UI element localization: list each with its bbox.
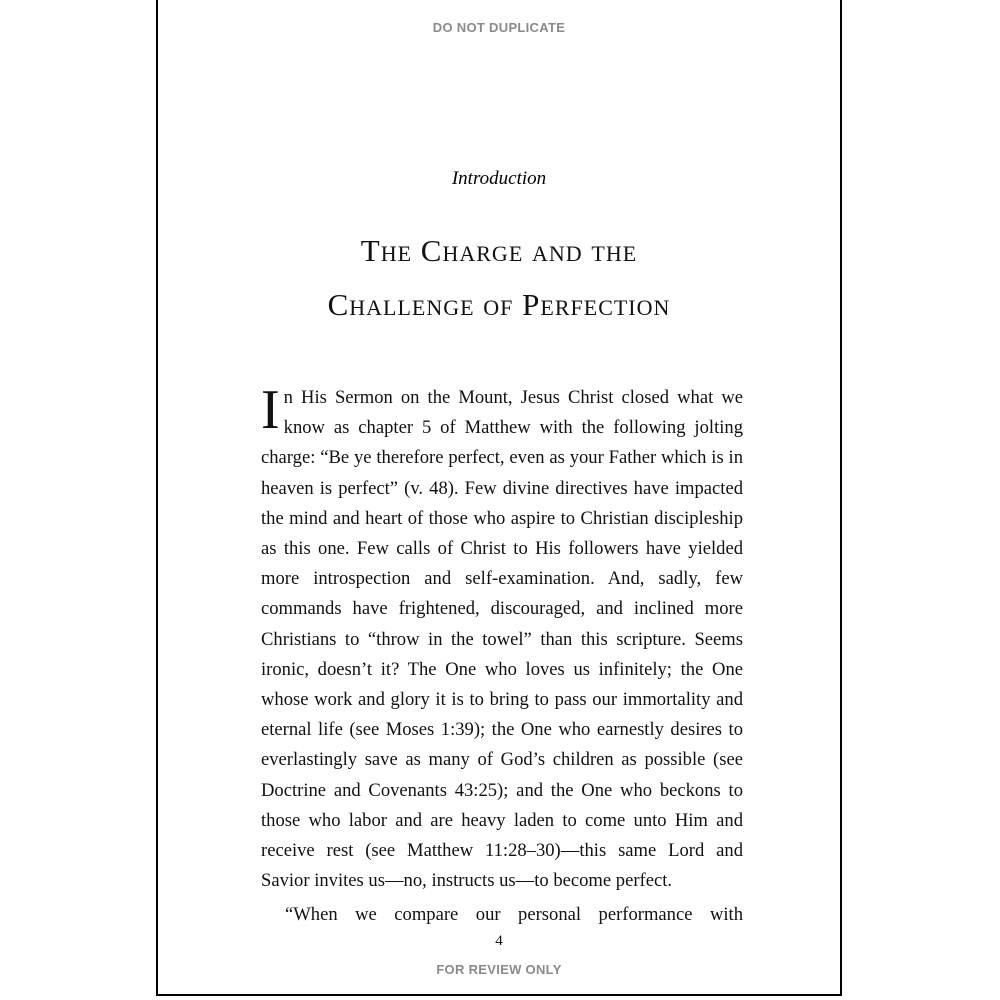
chapter-title-line-1: The Charge and the xyxy=(360,233,638,268)
chapter-title-line-2: Challenge of Perfection xyxy=(327,287,671,322)
watermark-bottom: FOR REVIEW ONLY xyxy=(436,962,562,977)
paragraph-2: “When we compare our personal performance with xyxy=(285,904,743,926)
section-label: Introduction xyxy=(451,168,547,189)
book-page xyxy=(156,0,842,996)
paragraph-1-text: n His Sermon on the Mount, Jesus Christ closed what we know as chapter 5 of Matthew with the following jolting charge: “Be ye therefore perfect, even as your Father which is in heaven is perfect” (v. 48). Few divine directives have impacted the mind and heart of those who aspire to Christian discipleship as this one. Few calls of Christ to His followers have yielded more introspection and self-examination. And, sadly, few commands have frightened, discouraged, and inclined more Christians to “throw in the towel” than this scripture. Seems ironic, doesn’t it? The One who loves us infinitely; the One whose work and glory it is to bring to pass our immortality and eternal life (see Moses 1:39); the One who earnestly desires to everlastingly save as many of God’s children as possible (see Doctrine and Covenants 43:25); and the One who beckons to those who labor and are heavy laden to come unto Him and receive rest (see Matthew 11:28–30)—this same Lord and Savior invites us—no, instructs us—to become perfect. xyxy=(261,387,743,892)
body-text xyxy=(261,379,743,931)
watermark-top: DO NOT DUPLICATE xyxy=(432,20,566,35)
page-number: 4 xyxy=(495,933,503,949)
drop-cap: I xyxy=(261,379,280,441)
paragraph-1 xyxy=(261,379,743,896)
chapter-title xyxy=(158,224,840,332)
